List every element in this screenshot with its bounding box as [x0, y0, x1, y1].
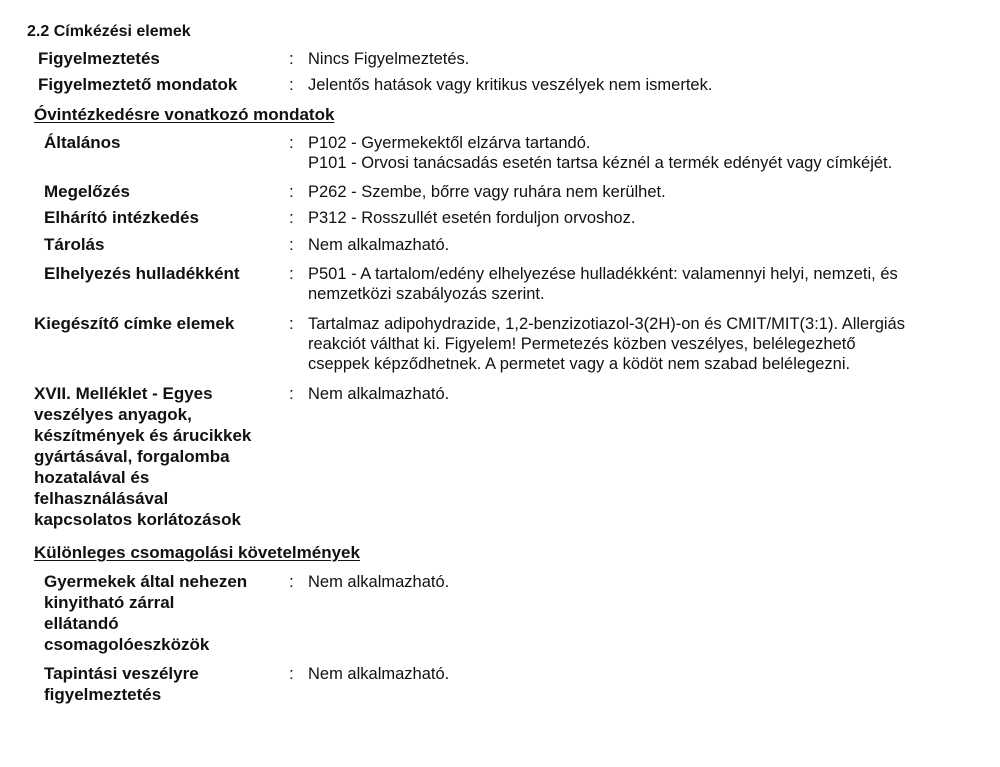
separator: : [289, 75, 294, 94]
precaution-response-label: Elhárító intézkedés [44, 208, 199, 227]
child-resistant-value: Nem alkalmazható. [308, 573, 450, 591]
section-title: 2.2 Címkézési elemek [27, 23, 191, 40]
precaution-response-value: P312 - Rosszullét esetén forduljon orvoshoz. [308, 209, 636, 227]
precaution-heading: Óvintézkedésre vonatkozó mondatok [34, 105, 335, 124]
separator: : [289, 208, 294, 227]
hazard-statements-value: Jelentős hatások vagy kritikus veszélyek nem ismertek. [308, 76, 713, 94]
precaution-disposal-value: P501 - A tartalom/edény elhelyezése hulladékként: valamennyi helyi, nemzeti, és nemzetközi szabályozás szerint. [308, 265, 898, 303]
separator: : [289, 264, 294, 283]
precaution-prevention-value: P262 - Szembe, bőrre vagy ruhára nem kerülhet. [308, 183, 666, 201]
separator: : [289, 235, 294, 254]
precaution-storage-label: Tárolás [44, 235, 105, 254]
supplementary-label: Kiegészítő címke elemek [34, 314, 235, 333]
precaution-general-value: P102 - Gyermekektől elzárva tartandó. P101 - Orvosi tanácsadás esetén tartsa kéznél a termék edényét vagy címkéjét. [308, 134, 893, 172]
precaution-disposal-label: Elhelyezés hulladékként [44, 264, 240, 283]
supplementary-value: Tartalmaz adipohydrazide, 1,2-benzizotiazol-3(2H)-on és CMIT/MIT(3:1). Allergiás reakciót válthat ki. Figyelem! Permetezés közben veszélyes, belélegezhető cseppek képződhetnek. A permetet vagy a ködöt nem szabad belélegezni. [308, 315, 905, 373]
separator: : [289, 49, 294, 68]
separator: : [289, 572, 294, 591]
signal-word-value: Nincs Figyelmeztetés. [308, 50, 470, 68]
separator: : [289, 314, 294, 333]
precaution-prevention-label: Megelőzés [44, 182, 130, 201]
separator: : [289, 664, 294, 683]
packaging-heading: Különleges csomagolási követelmények [34, 543, 360, 562]
separator: : [289, 182, 294, 201]
tactile-warning-label: Tapintási veszélyre figyelmeztetés [44, 664, 199, 704]
precaution-storage-value: Nem alkalmazható. [308, 236, 450, 254]
precaution-general-label: Általános [44, 133, 121, 152]
child-resistant-label: Gyermekek által nehezen kinyitható zárral ellátandó csomagolóeszközök [44, 572, 248, 654]
separator: : [289, 133, 294, 152]
signal-word-label: Figyelmeztetés [38, 49, 160, 68]
tactile-warning-value: Nem alkalmazható. [308, 665, 450, 683]
annex-xvii-label: XVII. Melléklet - Egyes veszélyes anyagok, készítmények és árucikkek gyártásával, forgalomba hozatalával és felhasználásával kapcsolatos korlátozások [34, 384, 252, 529]
annex-xvii-value: Nem alkalmazható. [308, 385, 450, 403]
hazard-statements-label: Figyelmeztető mondatok [38, 75, 238, 94]
separator: : [289, 384, 294, 403]
